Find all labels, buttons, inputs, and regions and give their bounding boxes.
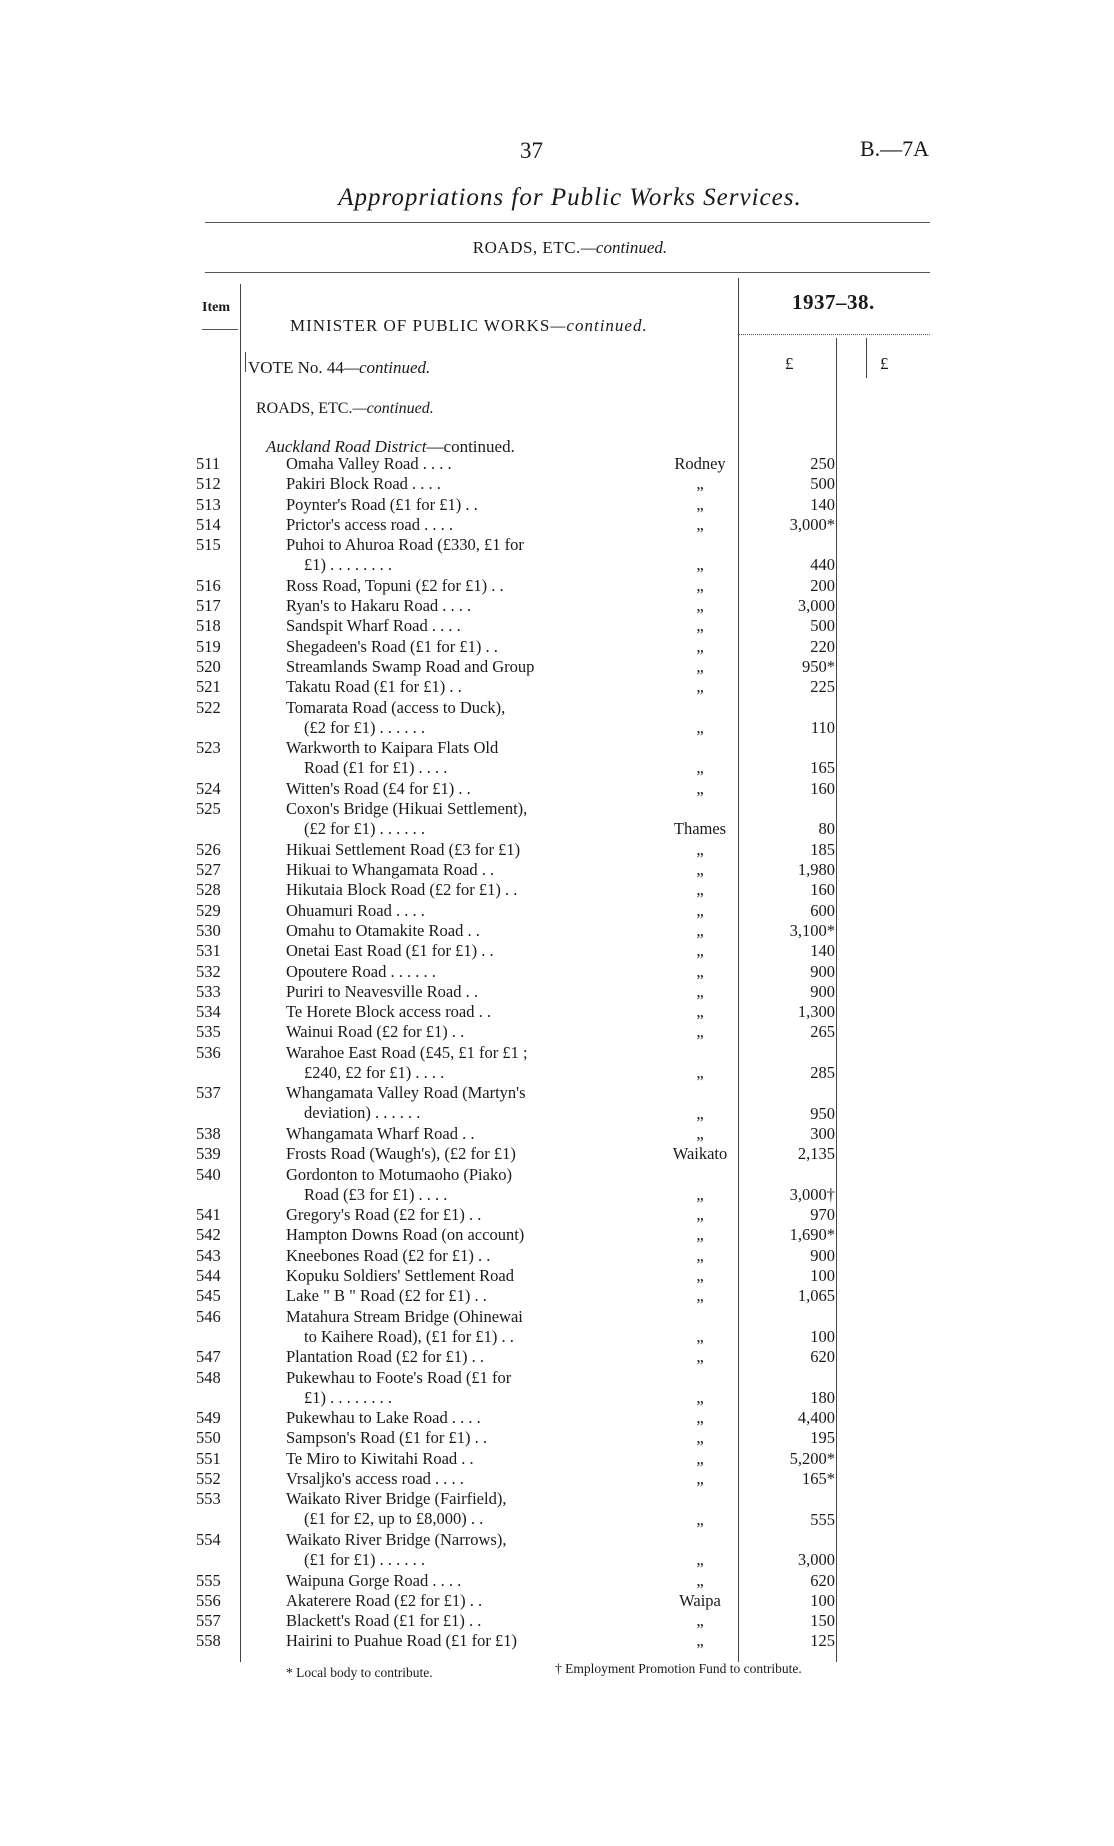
item-number: 519: [196, 636, 221, 656]
road-district: Waikato: [672, 1144, 728, 1164]
item-number: 527: [196, 860, 221, 879]
amount: 600: [810, 900, 835, 920]
amount: 500: [810, 474, 835, 494]
description-line: Sampson's Road (£1 for £1) . .: [286, 1428, 487, 1448]
description-line: Omahu to Otamakite Road . .: [286, 920, 480, 940]
item-column-header: Item: [202, 300, 230, 315]
item-description: [286, 941, 606, 961]
road-district: „: [696, 657, 704, 676]
item-number: 520: [196, 657, 221, 676]
item-number: 542: [196, 1225, 221, 1245]
minister-heading-cont: —continued.: [550, 316, 648, 335]
item-description: [286, 901, 606, 921]
item-number: 534: [196, 1002, 221, 1022]
road-district: „: [696, 717, 704, 737]
description-line: Waikato River Bridge (Narrows),: [286, 1529, 507, 1549]
road-district: „: [696, 494, 704, 514]
road-district: „: [696, 941, 704, 961]
amount: 220: [810, 636, 835, 656]
road-district: „: [696, 860, 704, 879]
item-number: 513: [196, 494, 221, 514]
description-line: Hikuai to Whangamata Road . .: [286, 860, 495, 879]
item-description: [286, 1225, 606, 1245]
item-description: [286, 596, 606, 616]
road-district: „: [696, 474, 704, 494]
item-description: [286, 1307, 606, 1347]
road-district: „: [696, 880, 704, 900]
description-line: Kopuku Soldiers' Settlement Road: [286, 1266, 514, 1285]
item-number: 552: [196, 1469, 221, 1488]
item-description: [286, 1530, 606, 1570]
description-line: Vrsaljko's access road . . . .: [286, 1469, 464, 1488]
item-description: [286, 1124, 606, 1144]
item-description: [286, 1205, 606, 1225]
amount: 300: [810, 1123, 835, 1143]
item-description: [286, 799, 606, 839]
table-top-rule: [205, 272, 930, 273]
description-line: Frosts Road (Waugh's), (£2 for £1): [286, 1144, 516, 1164]
item-description: [286, 1144, 606, 1164]
description-line: Prictor's access road . . . .: [286, 514, 454, 534]
description-line: Tomarata Road (access to Duck),: [286, 697, 506, 717]
amount: 555: [810, 1509, 835, 1529]
amount: 3,000: [797, 1550, 835, 1570]
amount: 500: [810, 616, 835, 636]
amount: 165*: [802, 1469, 835, 1488]
description-line: £1) . . . . . . . .: [304, 1387, 392, 1407]
item-description: [286, 495, 606, 515]
description-line: Hikuai Settlement Road (£3 for £1): [286, 839, 521, 859]
description-line: (£2 for £1) . . . . . .: [304, 717, 425, 737]
item-number: 531: [196, 941, 221, 961]
amount: 180: [810, 1387, 835, 1407]
road-district: „: [696, 778, 704, 798]
minister-heading-text: MINISTER OF PUBLIC WORKS: [290, 316, 551, 335]
description-line: Blackett's Road (£1 for £1) . .: [286, 1611, 482, 1631]
road-district: „: [696, 1205, 704, 1225]
amount: 80: [818, 819, 835, 839]
pound-column-2: £: [880, 354, 889, 373]
road-district: „: [696, 1326, 704, 1346]
item-description: [286, 1428, 606, 1448]
minister-heading: [290, 316, 648, 336]
item-description: [286, 1266, 606, 1286]
item-number: 538: [196, 1123, 221, 1143]
road-district: Rodney: [674, 454, 726, 473]
section-heading-cont: —continued.: [580, 238, 668, 257]
district-heading-name: Auckland Road District: [266, 437, 427, 456]
description-line: Whangamata Valley Road (Martyn's: [286, 1083, 526, 1103]
amount: 2,135: [797, 1144, 835, 1164]
item-description: [286, 698, 606, 738]
amount: 970: [810, 1205, 835, 1225]
amount: 125: [810, 1631, 835, 1651]
description-line: Puriri to Neavesville Road . .: [286, 981, 479, 1001]
item-description: [286, 576, 606, 596]
description-line: Ryan's to Hakaru Road . . . .: [286, 596, 472, 616]
item-description: [286, 779, 606, 799]
item-description: [286, 1347, 606, 1367]
item-number: 518: [196, 616, 221, 636]
item-description: [286, 1022, 606, 1042]
amount: 3,100*: [789, 920, 835, 940]
road-district: „: [696, 1245, 704, 1265]
item-description: [286, 880, 606, 900]
description-line: Onetai East Road (£1 for £1) . .: [286, 941, 494, 961]
item-number: 555: [196, 1570, 221, 1590]
item-number: 549: [196, 1408, 221, 1428]
description-line: Streamlands Swamp Road and Group: [286, 657, 535, 676]
description-line: Warkworth to Kaipara Flats Old: [286, 738, 499, 758]
item-number: 521: [196, 677, 221, 697]
item-number: 550: [196, 1428, 221, 1448]
road-district: „: [696, 1509, 704, 1529]
item-description: [286, 1368, 606, 1408]
item-number: 543: [196, 1245, 221, 1265]
amount-column-rule-mid: [836, 338, 837, 1662]
item-description: [286, 1489, 606, 1529]
road-district: „: [696, 839, 704, 859]
item-description: [286, 1286, 606, 1306]
description-line: Pakiri Block Road . . . .: [286, 474, 441, 494]
amount: 3,000†: [789, 1184, 835, 1204]
item-number: 511: [196, 454, 221, 473]
amount: 620: [810, 1570, 835, 1590]
item-number: 526: [196, 839, 221, 859]
year-column-header: 1937–38.: [792, 290, 875, 314]
road-district: „: [696, 1225, 704, 1245]
item-number: 544: [196, 1266, 221, 1285]
road-district: „: [696, 555, 704, 575]
item-number: 516: [196, 575, 221, 595]
vote-heading: [248, 358, 430, 378]
item-description: [286, 1631, 606, 1651]
section-heading: [200, 238, 940, 258]
page-title: Appropriations for Public Works Services.: [338, 184, 802, 211]
item-description: [286, 474, 606, 494]
amount: 5,200*: [789, 1448, 835, 1468]
road-district: „: [696, 1123, 704, 1143]
item-number: 528: [196, 880, 221, 900]
section-heading-text: ROADS, ETC.: [472, 238, 581, 257]
description-line: Akaterere Road (£2 for £1) . .: [286, 1590, 483, 1610]
road-district: „: [696, 1469, 704, 1488]
item-description: [286, 1449, 606, 1469]
page-number: 37: [520, 138, 543, 163]
item-number: 512: [196, 474, 221, 494]
road-district: „: [696, 1347, 704, 1367]
item-description: [286, 840, 606, 860]
amount: 900: [810, 981, 835, 1001]
item-number: 535: [196, 1022, 221, 1042]
road-district: „: [696, 961, 704, 981]
item-number: 530: [196, 920, 221, 940]
road-district: „: [696, 1631, 704, 1651]
description-line: Ohuamuri Road . . . .: [286, 900, 425, 920]
item-number: 522: [196, 697, 221, 717]
road-district: „: [696, 1570, 704, 1590]
amount: 950*: [802, 657, 835, 676]
description-line: Gordonton to Motumaoho (Piako): [286, 1164, 512, 1184]
amount: 1,300: [797, 1002, 835, 1022]
item-number: 557: [196, 1611, 221, 1631]
road-district: „: [696, 758, 704, 778]
description-line: Road (£1 for £1) . . . .: [304, 758, 448, 778]
item-description: [286, 982, 606, 1002]
road-district: „: [696, 514, 704, 534]
roads-subheading-cont: —continued.: [352, 400, 434, 417]
description-line: (£1 for £1) . . . . . .: [304, 1549, 425, 1569]
item-number: 548: [196, 1367, 221, 1387]
pound-column-1: £: [785, 354, 794, 373]
description-line: Wainui Road (£2 for £1) . .: [286, 1022, 465, 1042]
description-line: Te Miro to Kiwitahi Road . .: [286, 1448, 474, 1468]
year-header-rule: [738, 334, 930, 335]
item-number: 547: [196, 1347, 221, 1367]
description-line: Pukewhau to Foote's Road (£1 for: [286, 1367, 512, 1387]
amount: 100: [810, 1266, 835, 1285]
description-line: Ross Road, Topuni (£2 for £1) . .: [286, 575, 504, 595]
amount: 285: [810, 1062, 835, 1082]
amount: 265: [810, 1022, 835, 1042]
road-district: „: [696, 1408, 704, 1428]
amount: 185: [810, 839, 835, 859]
vote-heading-cont: —continued.: [343, 358, 431, 377]
item-number: 514: [196, 514, 221, 534]
item-number: 556: [196, 1590, 221, 1610]
item-description: [286, 1165, 606, 1205]
description-line: Witten's Road (£4 for £1) . .: [286, 778, 471, 798]
item-description: [286, 657, 606, 677]
item-description: [286, 1611, 606, 1631]
description-line: Warahoe East Road (£45, £1 for £1 ;: [286, 1042, 528, 1062]
amount: 100: [810, 1326, 835, 1346]
amount: 195: [810, 1428, 835, 1448]
description-line: Hampton Downs Road (on account): [286, 1225, 525, 1245]
road-district: „: [696, 1550, 704, 1570]
description-line: Hikutaia Block Road (£2 for £1) . .: [286, 880, 518, 900]
item-number: 532: [196, 961, 221, 981]
description-line: Road (£3 for £1) . . . .: [304, 1184, 448, 1204]
road-district: „: [696, 981, 704, 1001]
item-number: 536: [196, 1042, 221, 1062]
footnote-local-body: * Local body to contribute.: [286, 1665, 433, 1680]
item-description: [286, 860, 606, 880]
road-district: „: [696, 677, 704, 697]
item-header-underline: [202, 329, 238, 330]
road-district: Thames: [673, 819, 727, 839]
amount: 250: [810, 454, 835, 473]
description-line: £240, £2 for £1) . . . .: [304, 1062, 445, 1082]
item-description: [286, 1083, 606, 1123]
description-line: Matahura Stream Bridge (Ohinewai: [286, 1306, 523, 1326]
item-description: [286, 677, 606, 697]
description-line: Whangamata Wharf Road . .: [286, 1123, 475, 1143]
description-line: Shegadeen's Road (£1 for £1) . .: [286, 636, 498, 656]
road-district: „: [696, 1448, 704, 1468]
description-line: Gregory's Road (£2 for £1) . .: [286, 1205, 482, 1225]
amount: 620: [810, 1347, 835, 1367]
item-number: 517: [196, 596, 221, 616]
road-district: „: [696, 1387, 704, 1407]
road-district: „: [696, 596, 704, 616]
amount: 140: [810, 494, 835, 514]
description-line: Takatu Road (£1 for £1) . .: [286, 677, 462, 697]
item-number: 523: [196, 738, 221, 758]
road-district: „: [696, 1062, 704, 1082]
description-line: Puhoi to Ahuroa Road (£330, £1 for: [286, 535, 524, 555]
description-line: Plantation Road (£2 for £1) . .: [286, 1347, 484, 1367]
road-district: „: [696, 920, 704, 940]
description-line: Hairini to Puahue Road (£1 for £1): [286, 1631, 517, 1651]
roads-subheading-text: ROADS, ETC.: [256, 400, 353, 417]
description-line: (£2 for £1) . . . . . .: [304, 819, 425, 839]
item-number: 551: [196, 1448, 221, 1468]
amount: 100: [810, 1590, 835, 1610]
item-description: [286, 1571, 606, 1591]
item-description: [286, 921, 606, 941]
description-line: Sandspit Wharf Road . . . .: [286, 616, 461, 636]
description-line: Omaha Valley Road . . . .: [286, 454, 452, 473]
item-number: 558: [196, 1631, 221, 1651]
item-description: [286, 962, 606, 982]
amount: 160: [810, 778, 835, 798]
amount: 4,400: [797, 1408, 835, 1428]
description-line: (£1 for £2, up to £8,000) . .: [304, 1509, 484, 1529]
item-number: 553: [196, 1489, 221, 1509]
amount: 3,000: [797, 596, 835, 616]
item-description: [286, 1408, 606, 1428]
description-line: deviation) . . . . . .: [304, 1103, 421, 1123]
item-description: [286, 1591, 606, 1611]
item-description: [286, 1002, 606, 1022]
description-line: Pukewhau to Lake Road . . . .: [286, 1408, 481, 1428]
item-description: [286, 454, 606, 474]
title-rule: [205, 222, 930, 223]
amount: 200: [810, 575, 835, 595]
amount: 1,690*: [789, 1225, 835, 1245]
item-description: [286, 1246, 606, 1266]
road-district: „: [696, 616, 704, 636]
road-district: „: [696, 636, 704, 656]
amount: 900: [810, 961, 835, 981]
amount: 900: [810, 1245, 835, 1265]
description-line: Waikato River Bridge (Fairfield),: [286, 1489, 507, 1509]
item-number: 545: [196, 1286, 221, 1306]
description-line: Poynter's Road (£1 for £1) . .: [286, 494, 478, 514]
amount: 440: [810, 555, 835, 575]
item-number: 524: [196, 778, 221, 798]
item-description: [286, 1043, 606, 1083]
district-heading-cont: —continued.: [426, 437, 515, 456]
item-number: 537: [196, 1083, 221, 1103]
item-number: 541: [196, 1205, 221, 1225]
amount: 1,065: [797, 1286, 835, 1306]
amount: 150: [810, 1611, 835, 1631]
road-district: „: [696, 1002, 704, 1022]
amount: 160: [810, 880, 835, 900]
item-number: 533: [196, 981, 221, 1001]
description-line: Kneebones Road (£2 for £1) . .: [286, 1245, 491, 1265]
item-number: 540: [196, 1164, 221, 1184]
roads-subheading: [256, 400, 434, 418]
amount: 110: [810, 717, 835, 737]
road-district: „: [696, 1103, 704, 1123]
item-description: [286, 1469, 606, 1489]
description-line: Lake " B " Road (£2 for £1) . .: [286, 1286, 487, 1306]
item-description: [286, 637, 606, 657]
amount: 950: [810, 1103, 835, 1123]
vote-heading-text: VOTE No. 44: [248, 358, 344, 377]
item-number: 546: [196, 1306, 221, 1326]
description-line: Waipuna Gorge Road . . . .: [286, 1570, 462, 1590]
item-description: [286, 738, 606, 778]
amount: 225: [810, 677, 835, 697]
road-district: „: [696, 1184, 704, 1204]
description-line: Opoutere Road . . . . . .: [286, 961, 436, 981]
item-number: 529: [196, 900, 221, 920]
amount: 3,000*: [789, 514, 835, 534]
description-line: £1) . . . . . . . .: [304, 555, 392, 575]
amount: 140: [810, 941, 835, 961]
description-line: Te Horete Block access road . .: [286, 1002, 492, 1022]
road-district: „: [696, 1611, 704, 1631]
item-number: 554: [196, 1529, 221, 1549]
item-description: [286, 616, 606, 636]
document-reference: B.—7A: [860, 136, 930, 161]
road-district: „: [696, 1428, 704, 1448]
item-number: 515: [196, 535, 221, 555]
road-district: „: [696, 1266, 704, 1285]
road-district: „: [696, 575, 704, 595]
road-district: „: [696, 1022, 704, 1042]
item-number: 539: [196, 1144, 221, 1164]
footnote-employment-fund: † Employment Promotion Fund to contribute.: [555, 1661, 802, 1676]
description-line: Coxon's Bridge (Hikuai Settlement),: [286, 799, 528, 819]
item-description: [286, 535, 606, 575]
amount-column-rule-right: [866, 338, 867, 378]
road-district: „: [696, 900, 704, 920]
amount: 165: [810, 758, 835, 778]
road-district: „: [696, 1286, 704, 1306]
amount: 1,980: [797, 860, 835, 879]
road-district: Waipa: [679, 1590, 721, 1610]
item-number: 525: [196, 799, 221, 819]
description-column-rule: [245, 352, 246, 372]
item-description: [286, 515, 606, 535]
description-line: to Kaihere Road), (£1 for £1) . .: [304, 1326, 514, 1346]
